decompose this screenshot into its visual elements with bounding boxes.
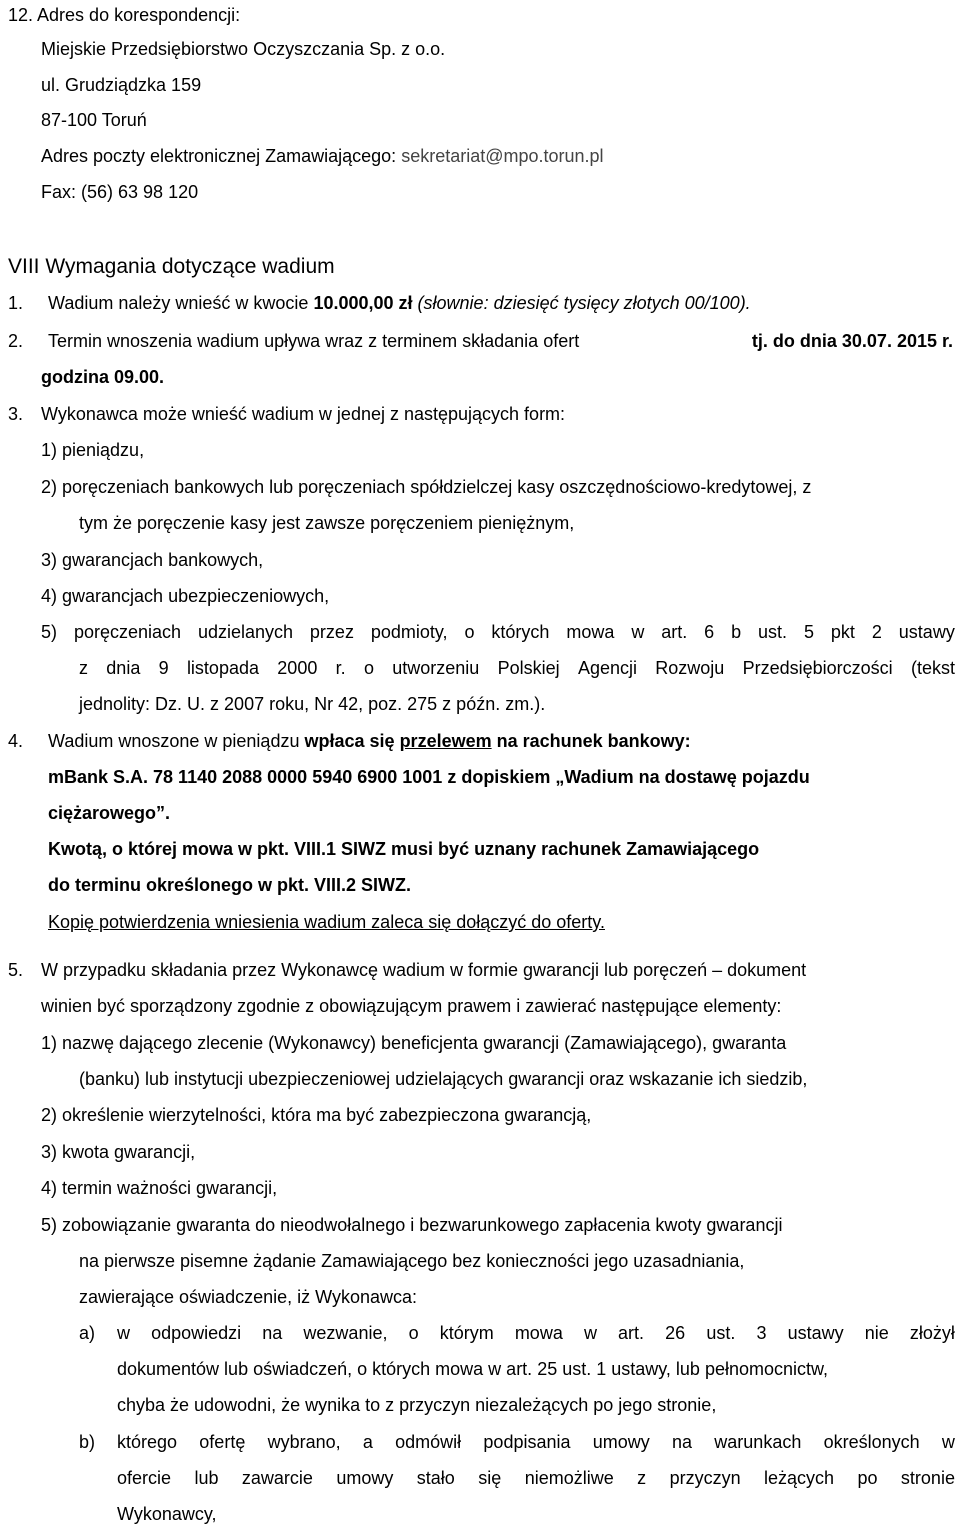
word: się xyxy=(478,1468,502,1488)
point-4-number: 4. xyxy=(8,731,24,751)
sub-a-line-3: chyba że udowodni, że wynika to z przyczyn niezależących po jego stronie, xyxy=(117,1395,717,1415)
word: (tekst xyxy=(910,658,955,678)
word: Polskiej xyxy=(497,658,560,678)
word: ofertę xyxy=(199,1432,246,1452)
word: odpowiedzi xyxy=(151,1323,242,1343)
street-address: ul. Grudziądzka 159 xyxy=(41,75,202,95)
point-4-text xyxy=(48,730,691,752)
word: na xyxy=(262,1323,283,1343)
word: listopada xyxy=(186,658,259,678)
org-name: Miejskie Przedsiębiorstwo Oczyszczania Sp. z o.o. xyxy=(41,39,446,59)
element-3: 3) kwota gwarancji, xyxy=(41,1142,196,1162)
word: udzielanych xyxy=(197,622,293,642)
word: Agencji xyxy=(577,658,637,678)
point-1-lead: Wadium należy wnieść w kwocie xyxy=(48,293,309,313)
word: 5) xyxy=(41,622,58,642)
sub-a-label: a) xyxy=(79,1323,96,1343)
word: Przedsiębiorczości xyxy=(742,658,893,678)
word: poręczeniach xyxy=(73,622,182,642)
sub-b-label: b) xyxy=(79,1432,96,1452)
form-5-line-3: jednolity: Dz. U. z 2007 roku, Nr 42, poz. 275 z późn. zm.). xyxy=(79,694,546,714)
copy-note: Kopię potwierdzenia wniesienia wadium zaleca się dołączyć do oferty. xyxy=(48,912,605,932)
email-link[interactable]: sekretariat@mpo.torun.pl xyxy=(401,146,604,166)
word: o xyxy=(464,622,475,642)
section-8-heading: VIII Wymagania dotyczące wadium xyxy=(8,255,335,278)
bank-account: mBank S.A. 78 1140 2088 0000 5940 6900 1001 z dopiskiem „Wadium na dostawę pojazdu xyxy=(48,767,810,787)
element-5-line-3: zawierające oświadczenie, iż Wykonawca: xyxy=(79,1287,417,1307)
word: ust. xyxy=(706,1323,736,1343)
point-2-lead: Termin wnoszenia wadium upływa wraz z terminem składania ofert xyxy=(48,331,580,351)
word: pkt xyxy=(830,622,855,642)
form-5-line-2 xyxy=(79,657,955,679)
sub-a-line-1 xyxy=(117,1322,955,1344)
element-4: 4) termin ważności gwarancji, xyxy=(41,1178,278,1198)
point-2-hour: godzina 09.00. xyxy=(41,367,165,387)
point-2-text xyxy=(48,330,953,352)
word: ustawy xyxy=(787,1323,844,1343)
point-5-number: 5. xyxy=(8,960,24,980)
word: podmioty, xyxy=(370,622,448,642)
word: art. xyxy=(661,622,688,642)
word: leżących xyxy=(764,1468,835,1488)
point-2-deadline: tj. do dnia 30.07. 2015 r. xyxy=(751,331,953,351)
word: dnia xyxy=(106,658,141,678)
word: wybrano, xyxy=(267,1432,341,1452)
element-1-line-2: (banku) lub instytucji ubezpieczeniowej udzielających gwarancji oraz wskazanie ich siedzib, xyxy=(79,1069,808,1089)
point-1-amount: 10.000,00 zł xyxy=(313,293,413,313)
word: przez xyxy=(309,622,354,642)
word: ofercie xyxy=(117,1468,172,1488)
word: 6 xyxy=(704,622,715,642)
email-label: Adres poczty elektronicznej Zamawiającego: xyxy=(41,146,397,166)
point-4-lead: Wadium wnoszone w pieniądzu xyxy=(48,731,300,751)
word: w xyxy=(631,622,645,642)
word: b xyxy=(731,622,742,642)
word: stało xyxy=(416,1468,455,1488)
word: mowa xyxy=(514,1323,563,1343)
word: umowy xyxy=(336,1468,394,1488)
point-3-number: 3. xyxy=(8,404,24,424)
form-2-line-1: 2) poręczeniach bankowych lub poręczeniach spółdzielczej kasy oszczędnościowo-kredytowej, z xyxy=(41,477,812,497)
word: nie xyxy=(864,1323,889,1343)
word: z xyxy=(79,658,88,678)
word: stronie xyxy=(900,1468,955,1488)
point-3-heading: Wykonawca może wnieść wadium w jednej z następujących form: xyxy=(41,404,566,424)
word: złożył xyxy=(909,1323,955,1343)
point-1-text xyxy=(48,292,751,314)
sub-a-line-2: dokumentów lub oświadczeń, o których mowa w art. 25 ust. 1 ustawy, lub pełnomocnictw, xyxy=(117,1359,829,1379)
word: a xyxy=(362,1432,373,1452)
word: 26 xyxy=(665,1323,686,1343)
email-line xyxy=(41,145,604,167)
word: utworzeniu xyxy=(392,658,480,678)
word: 5 xyxy=(803,622,814,642)
word: w xyxy=(941,1432,955,1452)
element-2: 2) określenie wierzytelności, która ma być zabezpieczona gwarancją, xyxy=(41,1105,592,1125)
word: w xyxy=(117,1323,130,1343)
sub-b-line-3: Wykonawcy, xyxy=(117,1504,217,1524)
word: zawarcie xyxy=(241,1468,313,1488)
form-3: 3) gwarancjach bankowych, xyxy=(41,550,264,570)
sub-b-line-1 xyxy=(117,1431,955,1453)
word: w xyxy=(583,1323,597,1343)
form-1: 1) pieniądzu, xyxy=(41,440,145,460)
word: ustawy xyxy=(898,622,955,642)
word: 9 xyxy=(158,658,169,678)
form-2-line-2: tym że poręczenie kasy jest zawsze poręczeniem pieniężnym, xyxy=(79,513,575,533)
word: ust. xyxy=(758,622,788,642)
amount-line-1: Kwotą, o której mowa w pkt. VIII.1 SIWZ musi być uznany rachunek Zamawiającego xyxy=(48,839,760,859)
point-4-account: na rachunek bankowy: xyxy=(496,731,691,751)
point-2-number: 2. xyxy=(8,331,24,351)
word: 2 xyxy=(871,622,882,642)
point-4-pays: wpłaca się xyxy=(304,731,395,751)
element-1-line-1: 1) nazwę dającego zlecenie (Wykonawcy) beneficjenta gwarancji (Zamawiającego), gwaranta xyxy=(41,1033,787,1053)
word: warunkach xyxy=(714,1432,802,1452)
word: lub xyxy=(194,1468,219,1488)
form-5-line-1 xyxy=(41,621,955,643)
word: Rozwoju xyxy=(655,658,725,678)
fax-line: Fax: (56) 63 98 120 xyxy=(41,182,199,202)
point-1-number: 1. xyxy=(8,293,24,313)
city-address: 87-100 Toruń xyxy=(41,110,147,130)
word: odmówił xyxy=(395,1432,462,1452)
form-4: 4) gwarancjach ubezpieczeniowych, xyxy=(41,586,330,606)
word: po xyxy=(857,1468,878,1488)
point-5-line-2: winien być sporządzony zgodnie z obowiązującym prawem i zawierać następujące elementy: xyxy=(41,996,782,1016)
word: na xyxy=(672,1432,693,1452)
word: którym xyxy=(439,1323,494,1343)
word: umowy xyxy=(592,1432,650,1452)
point-4-transfer: przelewem xyxy=(399,731,492,751)
word: określonych xyxy=(823,1432,920,1452)
word: o xyxy=(363,658,374,678)
sub-b-line-2 xyxy=(117,1467,955,1489)
word: o xyxy=(408,1323,419,1343)
bank-account-cont: ciężarowego”. xyxy=(48,803,171,823)
word: 2000 xyxy=(277,658,318,678)
word: których xyxy=(491,622,550,642)
word: podpisania xyxy=(483,1432,571,1452)
point-5-line-1: W przypadku składania przez Wykonawcę wadium w formie gwarancji lub poręczeń – dokument xyxy=(41,960,807,980)
element-5-line-2: na pierwsze pisemne żądanie Zamawiającego bez konieczności jego uzasadniania, xyxy=(79,1251,745,1271)
point-1-words: (słownie: dziesięć tysięcy złotych 00/100). xyxy=(417,293,751,313)
word: którego xyxy=(117,1432,178,1452)
word: z xyxy=(637,1468,647,1488)
word: przyczyn xyxy=(669,1468,741,1488)
section-12-heading: 12. Adres do korespondencji: xyxy=(8,5,241,25)
word: 3 xyxy=(756,1323,767,1343)
amount-line-2: do terminu określonego w pkt. VIII.2 SIWZ. xyxy=(48,875,412,895)
word: niemożliwe xyxy=(524,1468,614,1488)
word: art. xyxy=(618,1323,645,1343)
word: mowa xyxy=(566,622,615,642)
element-5-line-1: 5) zobowiązanie gwaranta do nieodwołalnego i bezwarunkowego zapłacenia kwoty gwarancji xyxy=(41,1215,783,1235)
word: wezwanie, xyxy=(303,1323,388,1343)
word: r. xyxy=(335,658,346,678)
